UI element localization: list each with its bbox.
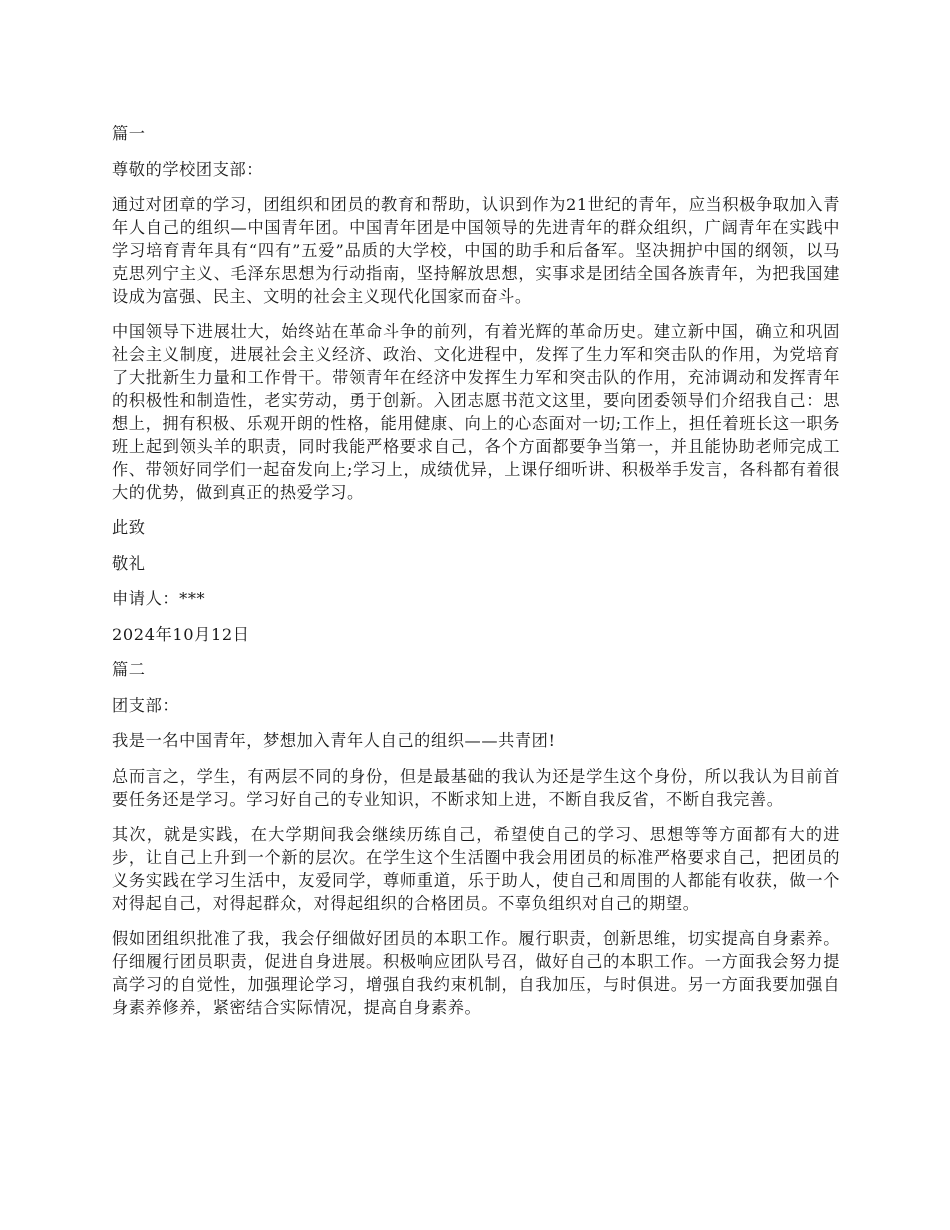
salutation-1: 尊敬的学校团支部：: [112, 159, 264, 179]
applicant-line: 申请人：***: [112, 589, 206, 608]
document-body: [112, 122, 840, 1031]
body-paragraph: 我是一名中国青年，梦想加入青年人自己的组织——共青团!: [112, 731, 556, 750]
date-line: 2024年10月12日: [112, 624, 250, 644]
body-paragraph: 通过对团章的学习，团组织和团员的教育和帮助，认识到作为21世纪的青年，应当积极争取加入青年人自己的组织—中国青年团。中国青年团是中国领导的先进青年的群众组织，广阔青年在实践中学习培育青年具有“四有”五爱”品质的大学校，中国的助手和后备军。坚决拥护中国的纲领，以马克思列宁主义、毛泽东思想为行动指南，坚持解放思想，实事求是团结全国各族青年，为把我国建设成为富强、民主、文明的社会主义现代化国家而奋斗。: [112, 195, 840, 306]
section-heading-1: 篇一: [112, 124, 146, 143]
salutation-2: 团支部：: [112, 695, 180, 715]
body-paragraph: 总而言之，学生，有两层不同的身份，但是最基础的我认为还是学生这个身份，所以我认为目前首要任务还是学习。学习好自己的专业知识，不断求知上进，不断自我反省，不断自我完善。: [112, 766, 840, 809]
body-paragraph: 其次，就是实践，在大学期间我会继续历练自己，希望使自己的学习、思想等等方面都有大的进步，让自己上升到一个新的层次。在学生这个生活圈中我会用团员的标准严格要求自己，把团员的义务实践在学习生活中，友爱同学，尊师重道，乐于助人，使自己和周围的人都能有收获，做一个对得起自己，对得起群众，对得起组织的合格团员。不辜负组织对自己的期望。: [112, 824, 840, 913]
body-paragraph: 假如团组织批准了我，我会仔细做好团员的本职工作。履行职责，创新思维，切实提高自身素养。仔细履行团员职责，促进自身进展。积极响应团队号召，做好自己的本职工作。一方面我会努力提高学习的自觉性，加强理论学习，增强自我约束机制，自我加压，与时俱进。另一方面我要加强自身素养修养，紧密结合实际情况，提高自身素养。: [112, 928, 840, 1017]
section-heading-2: 篇二: [112, 660, 146, 679]
closing-jingli: 敬礼: [112, 553, 146, 573]
body-paragraph: 中国领导下进展壮大，始终站在革命斗争的前列，有着光辉的革命历史。建立新中国，确立和巩固社会主义制度，进展社会主义经济、政治、文化进程中，发挥了生力军和突击队的作用，为党培育了大批新生力量和工作骨干。带领青年在经济中发挥生力军和突击队的作用，充沛调动和发挥青年的积极性和制造性，老实劳动，勇于创新。入团志愿书范文这里，要向团委领导们介绍我自己：思想上，拥有积极、乐观开朗的性格，能用健康、向上的心态面对一切;工作上，担任着班长这一职务班上起到领头羊的职责，同时我能严格要求自己，各个方面都要争当第一，并且能协助老师完成工作、带领好同学们一起奋发向上;学习上，成绩优异，上课仔细听讲、积极举手发言，各科都有着很大的优势，做到真正的热爱学习。: [112, 322, 840, 502]
closing-cizhi: 此致: [112, 518, 146, 537]
